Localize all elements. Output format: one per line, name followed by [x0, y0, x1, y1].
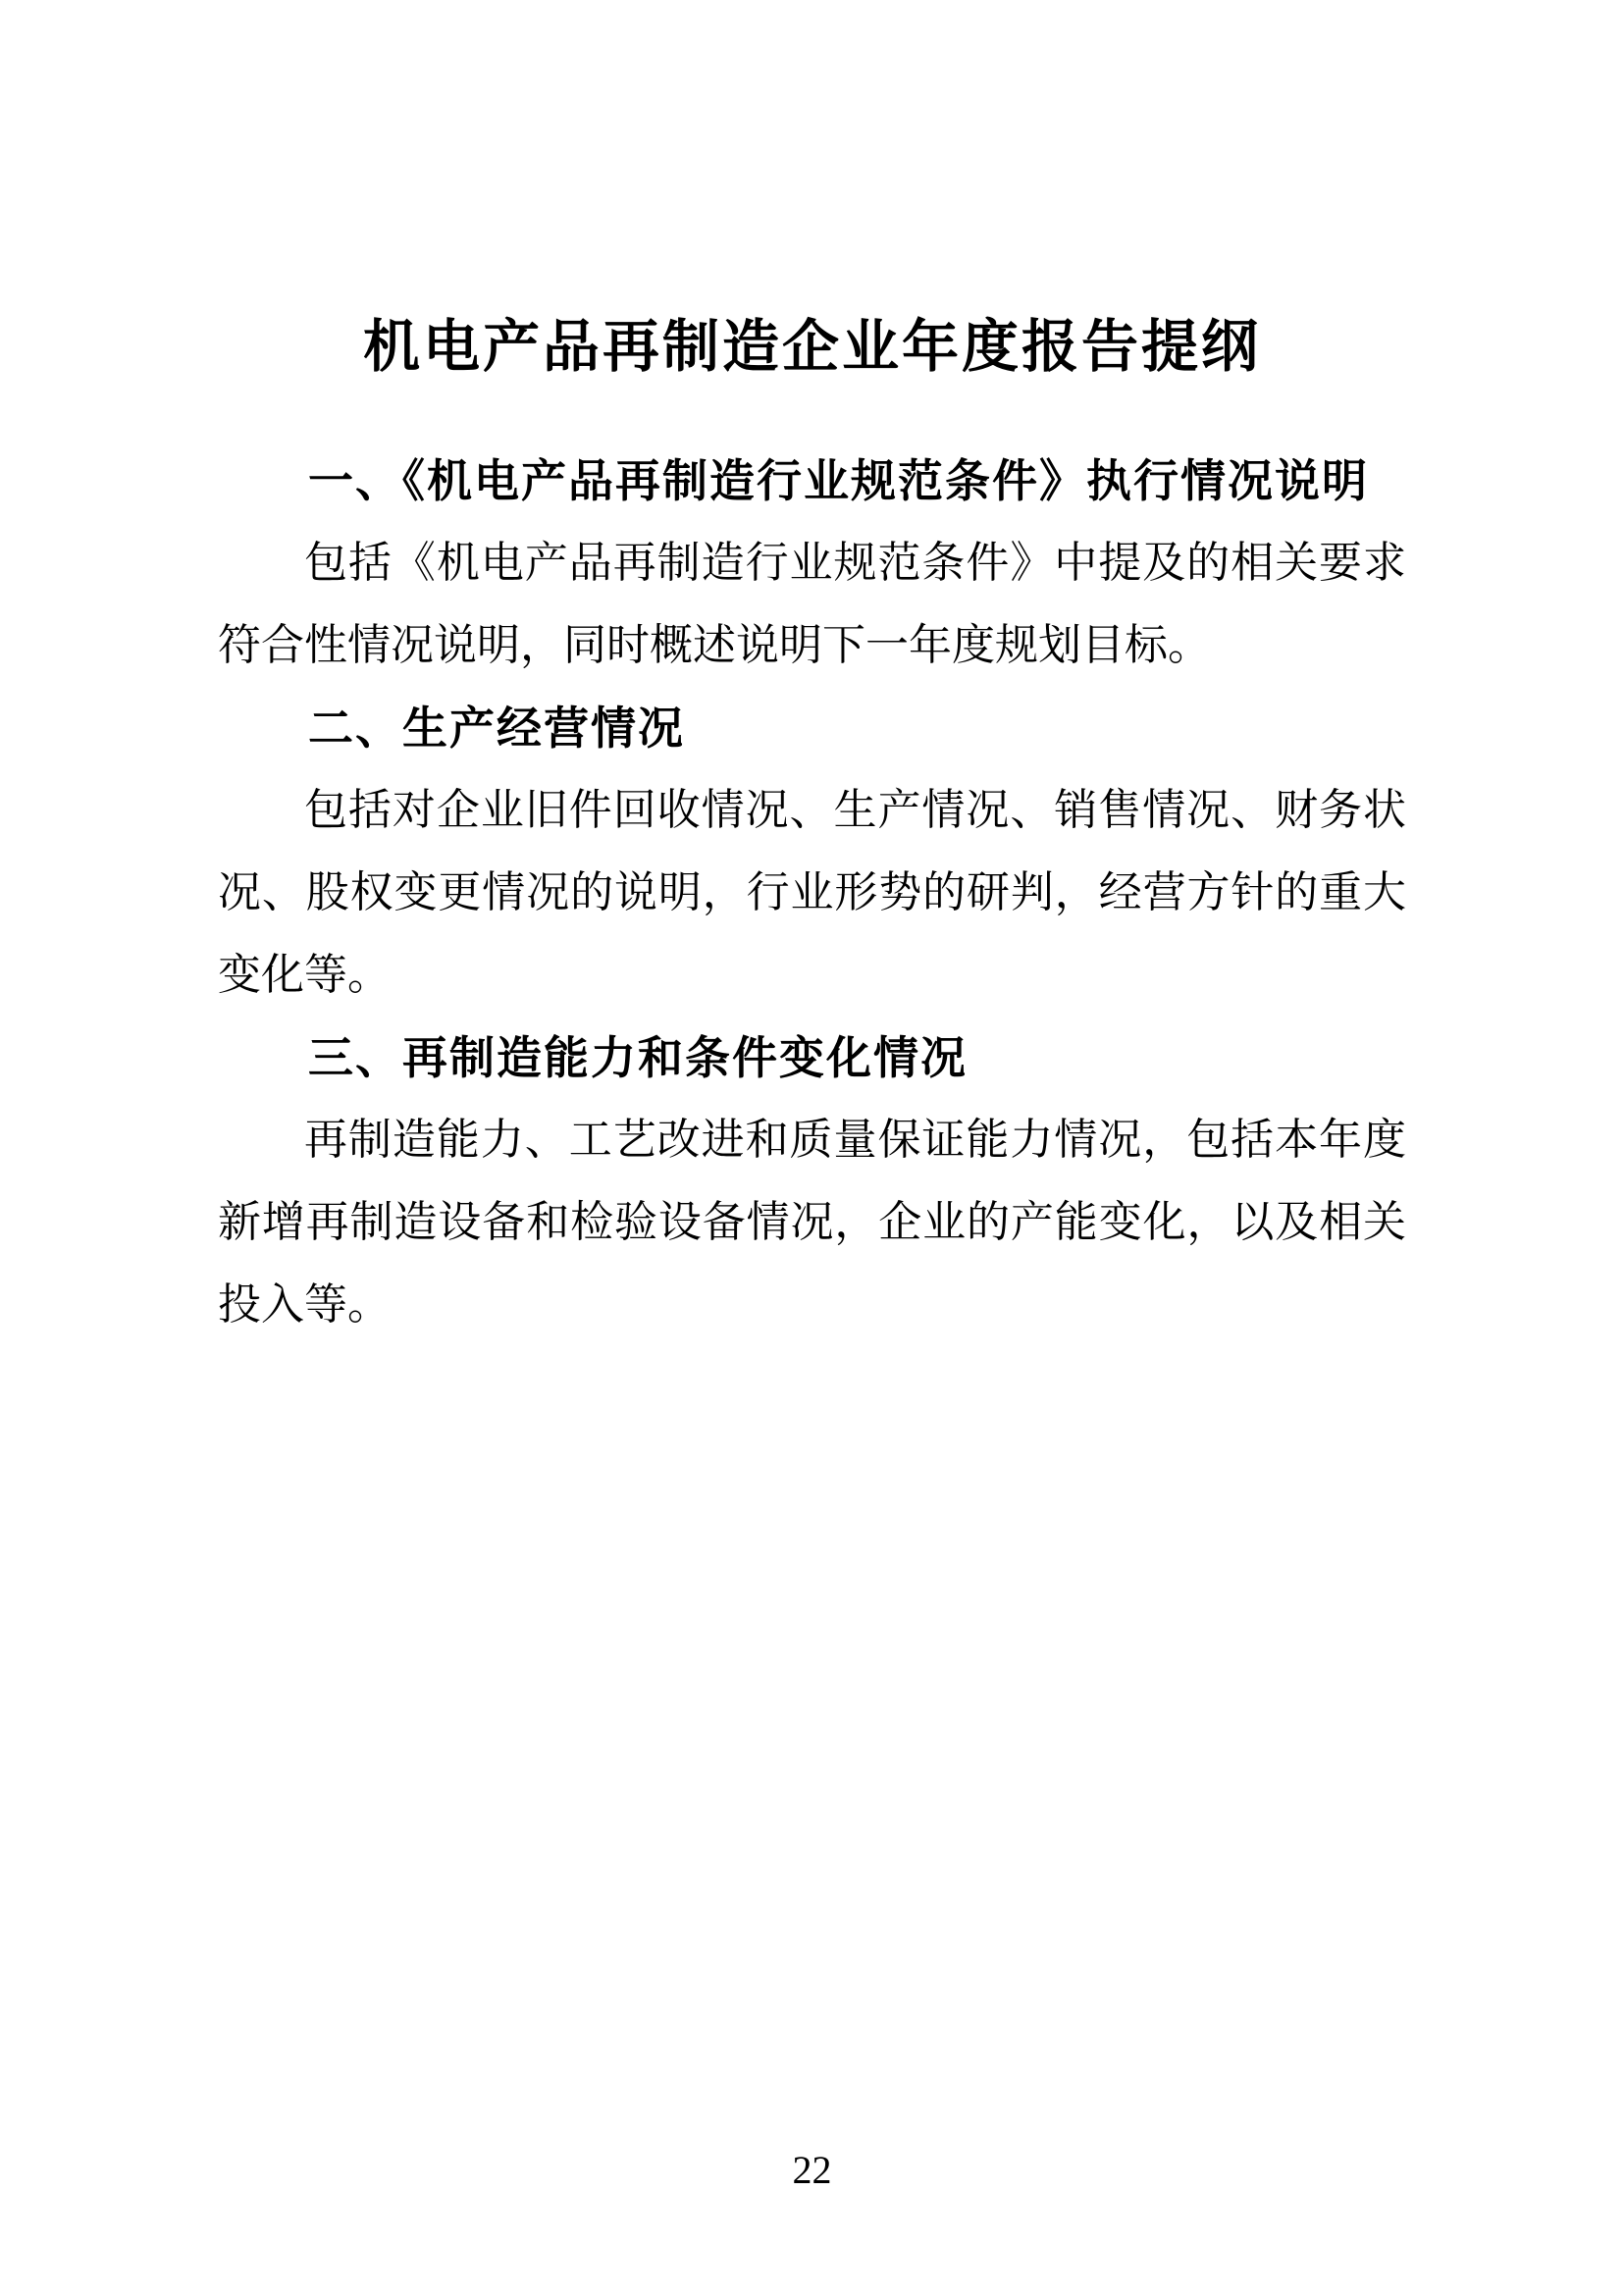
section-3-body: 再制造能力、工艺改进和质量保证能力情况，包括本年度新增再制造设备和检验设备情况，企业的产能变化，以及相关投入等。 [218, 1116, 1406, 1329]
section-1-body: 包括《机电产品再制造行业规范条件》中提及的相关要求符合性情况说明，同时概述说明下一年度规划目标。 [218, 539, 1406, 669]
section-2-heading: 二、生产经营情况 [308, 703, 685, 754]
section-2-body: 包括对企业旧件回收情况、生产情况、销售情况、财务状况、股权变更情况的说明，行业形势的研判，经营方针的重大变化等。 [218, 786, 1406, 999]
page-number: 22 [792, 2148, 832, 2192]
section-3-heading: 三、再制造能力和条件变化情况 [308, 1032, 968, 1083]
section-1-heading: 一、《机电产品再制造行业规范条件》执行情况说明 [308, 455, 1369, 506]
document-title: 机电产品再制造企业年度报告提纲 [362, 315, 1261, 379]
